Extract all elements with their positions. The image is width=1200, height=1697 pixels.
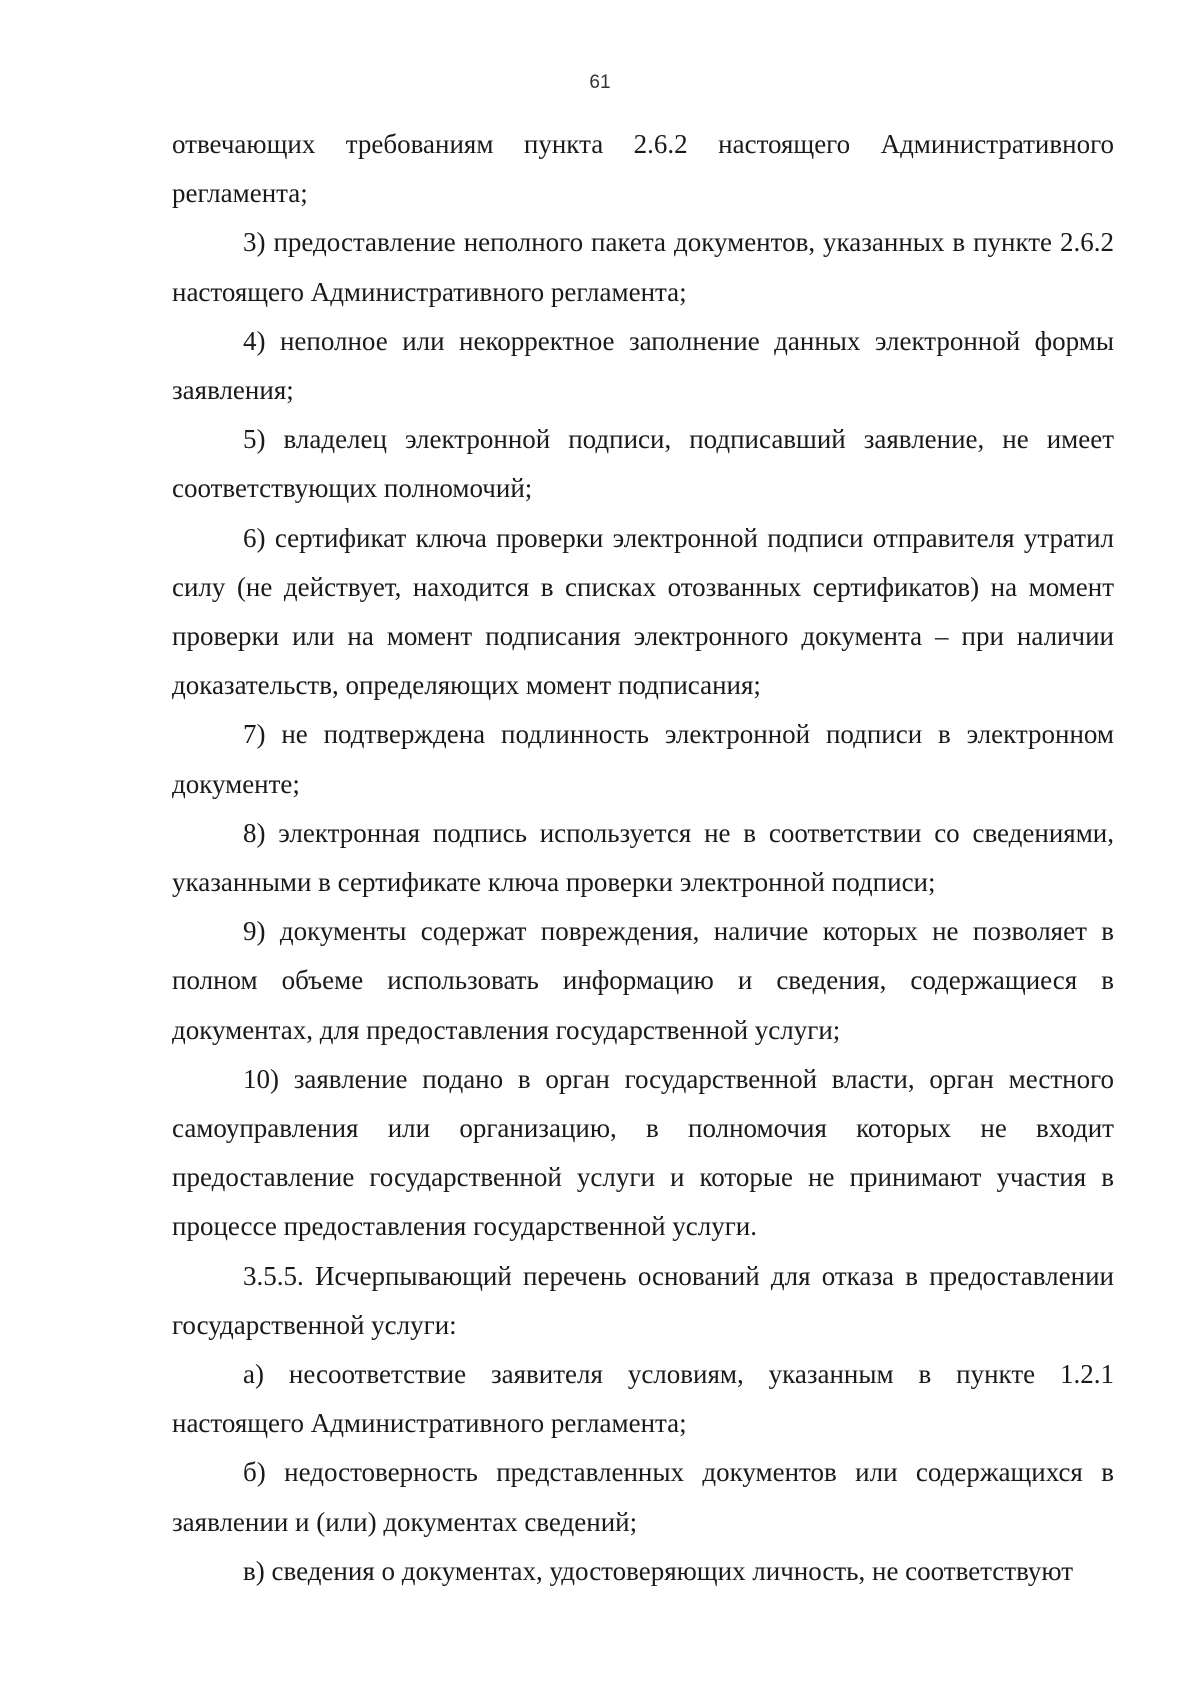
list-item-a: а) несоответствие заявителя условиям, указанным в пункте 1.2.1 настоящего Административного регламента; <box>172 1359 1114 1439</box>
list-item-10: 10) заявление подано в орган государственной власти, орган местного самоуправления или организацию, в полномочия которых не входит предоставление государственной услуги и которые не принимают участия в процессе предоставления государственной услуги. <box>172 1063 1114 1242</box>
list-item-7: 7) не подтверждена подлинность электронной подписи в электронном документе; <box>172 719 1114 799</box>
list-item-6: 6) сертификат ключа проверки электронной подписи отправителя утратил силу (не действует, находится в списках отозванных сертификатов) на момент проверки или на момент подписания электронного документа – при наличии доказательств, определяющих момент подписания; <box>172 522 1114 701</box>
list-item-8: 8) электронная подпись используется не в соответствии со сведениями, указанными в сертификате ключа проверки электронной подписи; <box>172 817 1114 898</box>
document-body <box>172 120 1114 1596</box>
page-number: 61 <box>589 72 611 93</box>
paragraph-continuation: отвечающих требованиям пункта 2.6.2 настоящего Административного регламента; <box>172 129 1114 209</box>
list-item-b: б) недостоверность представленных документов или содержащихся в заявлении и (или) документах сведений; <box>172 1457 1114 1537</box>
list-item-4: 4) неполное или некорректное заполнение данных электронной формы заявления; <box>172 325 1114 406</box>
section-3-5-5: 3.5.5. Исчерпывающий перечень оснований для отказа в предоставлении государственной услуги: <box>172 1260 1114 1340</box>
list-item-3: 3) предоставление неполного пакета документов, указанных в пункте 2.6.2 настоящего Административного регламента; <box>172 227 1114 307</box>
list-item-9: 9) документы содержат повреждения, наличие которых не позволяет в полном объеме использовать информацию и сведения, содержащиеся в документах, для предоставления государственной услуги; <box>172 916 1114 1045</box>
list-item-v: в) сведения о документах, удостоверяющих личность, не соответствуют <box>243 1555 1074 1586</box>
list-item-5: 5) владелец электронной подписи, подписавший заявление, не имеет соответствующих полномочий; <box>172 424 1114 504</box>
